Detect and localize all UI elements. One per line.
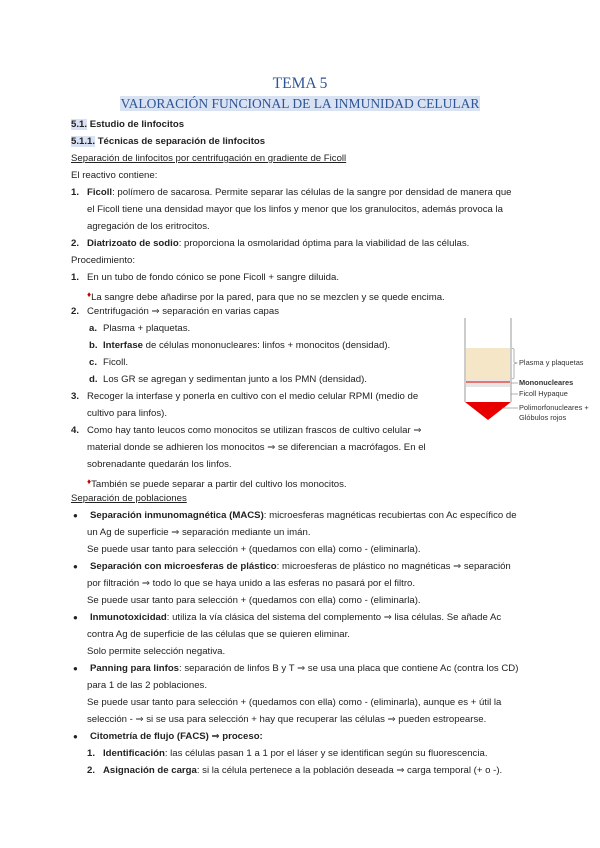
reagent-item-diatrizoato [71, 235, 531, 252]
section-number: 5.1. [71, 119, 88, 130]
document-body [71, 116, 531, 779]
item-number: 1. [71, 187, 80, 198]
note-marker-icon: ♦ [87, 290, 92, 299]
sub-text: Plasma + plaquetas. [103, 323, 191, 334]
step-4-cont: sobrenadante quedarán los linfos. [87, 459, 232, 470]
bullet-text: : utiliza la vía clásica del sistema del complemento ⇒ lisa células. Se añade Ac [166, 612, 502, 623]
step-term: Asignación de carga [103, 765, 197, 776]
bullet-inmunotox-cont: Solo permite selección negativa. [87, 646, 226, 657]
label-gr: Glóbulos rojos [519, 413, 567, 422]
ficoll-layer [466, 387, 510, 402]
step-3-cont: cultivo para linfos). [87, 408, 167, 419]
bullet-inmunotox [71, 609, 531, 626]
item-number: 2. [71, 238, 80, 249]
step-number: 2. [87, 765, 96, 776]
note-text: También se puede separar a partir del cultivo los monocitos. [91, 479, 347, 490]
bullet-panning-cont: selección - ⇒ si se usa para selección + hay que recuperar las células ⇒ pueden estropearse. [87, 714, 487, 725]
section-title: Técnicas de separación de linfocitos [97, 136, 266, 147]
step-number: 3. [71, 391, 80, 402]
sub-term: Interfase [103, 340, 143, 351]
sub-label: c. [89, 357, 98, 368]
section-5-1-1-heading [71, 133, 531, 150]
step-1 [71, 269, 531, 286]
step-text: : si la célula pertenece a la población deseada ⇒ carga temporal (+ o -). [196, 765, 503, 776]
bullet-icon: ● [73, 562, 78, 571]
bullet-panning [71, 660, 531, 677]
bullet-term: Inmunotoxicidad [90, 612, 167, 623]
section-title: Estudio de linfocitos [89, 119, 185, 130]
bullet-macs [71, 507, 531, 524]
sub-label: a. [89, 323, 98, 334]
bullet-icon: ● [73, 732, 78, 741]
item-term: Ficoll [87, 187, 113, 198]
facs-step-2 [71, 762, 531, 779]
bullet-term: Separación inmunomagnética (MACS) [90, 510, 264, 521]
step-term: Identificación [103, 748, 165, 759]
label-ficoll: Ficoll Hypaque [519, 389, 568, 398]
step-number: 1. [71, 272, 80, 283]
poblaciones-heading: Separación de poblaciones [71, 493, 187, 504]
subtitle-text: VALORACIÓN FUNCIONAL DE LA INMUNIDAD CELULAR [120, 96, 480, 111]
tube-diagram [462, 316, 600, 428]
bullet-inmunotox-cont: contra Ag de superficie de las células que se quieren eliminar. [87, 629, 350, 640]
note-text: La sangre debe añadirse por la pared, para que no se mezclen y se quede encima. [91, 292, 445, 303]
bullet-facs [71, 728, 531, 745]
sub-label: d. [89, 374, 98, 385]
item-text: : proporciona la osmolaridad óptima para la viabilidad de las células. [178, 238, 470, 249]
step-1-note [71, 286, 531, 303]
ficoll-heading: Separación de linfocitos por centrifugación en gradiente de Ficoll [71, 153, 347, 164]
label-plasma: Plasma y plaquetas [519, 358, 584, 367]
step-text: Centrifugación ⇒ separación en varias capas [87, 306, 280, 317]
bullet-icon: ● [73, 613, 78, 622]
plasma-bracket [512, 348, 517, 379]
bullet-term: Panning para linfos [90, 663, 180, 674]
plasma-layer [466, 348, 510, 379]
bullet-macs-cont: Se puede usar tanto para selección + (quedamos con ella) como - (eliminarla). [87, 544, 421, 555]
step-number: 4. [71, 425, 80, 436]
rbc-cone [465, 402, 511, 420]
bullet-panning-cont: Se puede usar tanto para selección + (quedamos con ella) como - (eliminarla), aunque es + útil la [87, 697, 502, 708]
reactivo-label: El reactivo contiene: [71, 170, 158, 181]
sub-text: de células mononucleares: linfos + monocitos (densidad). [143, 340, 391, 351]
bullet-plastic [71, 558, 531, 575]
step-text: Recoger la interfase y ponerla en cultivo con el medio celular RPMI (medio de [87, 391, 419, 402]
mononuclear-layer [466, 379, 510, 387]
step-4-note [71, 473, 531, 490]
page-title: TEMA 5 [272, 75, 328, 92]
reagent-item-ficoll [71, 184, 531, 201]
bullet-term: Separación con microesferas de plástico [90, 561, 277, 572]
bullet-macs-cont: un Ag de superficie ⇒ separación mediante un imán. [87, 527, 311, 538]
page-subtitle [0, 95, 600, 113]
label-mononucleares: Mononucleares [519, 378, 574, 387]
section-5-1-heading [71, 116, 531, 133]
item-text: : polímero de sacarosa. Permite separar las células de la sangre por densidad de manera que [112, 187, 512, 198]
label-pmn: Polimorfonucleares + [519, 403, 589, 412]
bullet-icon: ● [73, 511, 78, 520]
bullet-plastic-cont: Se puede usar tanto para selección + (quedamos con ella) como - (eliminarla). [87, 595, 421, 606]
step-number: 1. [87, 748, 96, 759]
bullet-text: : microesferas magnéticas recubiertas con Ac específico de [263, 510, 517, 521]
reagent-item-ficoll-cont: agregación de los eritrocitos. [87, 221, 210, 232]
step-text: En un tubo de fondo cónico se pone Ficoll + sangre diluida. [87, 272, 340, 283]
bullet-panning-cont: para 1 de las 2 poblaciones. [87, 680, 208, 691]
reagent-item-ficoll-cont: el Ficoll tiene una densidad mayor que los linfos y menor que los granulocitos, además provoca la [87, 204, 503, 215]
bullet-text: : separación de linfos B y T ⇒ se usa una placa que contiene Ac (contra los CD) [179, 663, 519, 674]
sub-text: Los GR se agregan y sedimentan junto a los PMN (densidad). [103, 374, 367, 385]
sub-text: Ficoll. [103, 357, 129, 368]
facs-step-1 [71, 745, 531, 762]
bullet-term: Citometría de flujo (FACS) ⇒ proceso: [90, 731, 263, 742]
item-term: Diatrizoato de sodio [87, 238, 179, 249]
bullet-plastic-cont: por filtración ⇒ todo lo que se haya unido a las esferas no pasará por el filtro. [87, 578, 416, 589]
ficoll-tube-figure [462, 316, 600, 428]
note-marker-icon: ♦ [87, 477, 92, 486]
sub-label: b. [89, 340, 98, 351]
step-text: : las células pasan 1 a 1 por el láser y se identifican según su fluorescencia. [164, 748, 488, 759]
bullet-icon: ● [73, 664, 78, 673]
step-4-cont: material donde se adhieren los monocitos ⇒ se diferencian a macrófagos. En el [87, 442, 426, 453]
section-number: 5.1.1. [71, 136, 96, 147]
step-number: 2. [71, 306, 80, 317]
step-text: Como hay tanto leucos como monocitos se utilizan frascos de cultivo celular ⇒ [87, 425, 422, 436]
procedimiento-label: Procedimiento: [71, 255, 135, 266]
bullet-text: : microesferas de plástico no magnéticas ⇒ separación [276, 561, 511, 572]
